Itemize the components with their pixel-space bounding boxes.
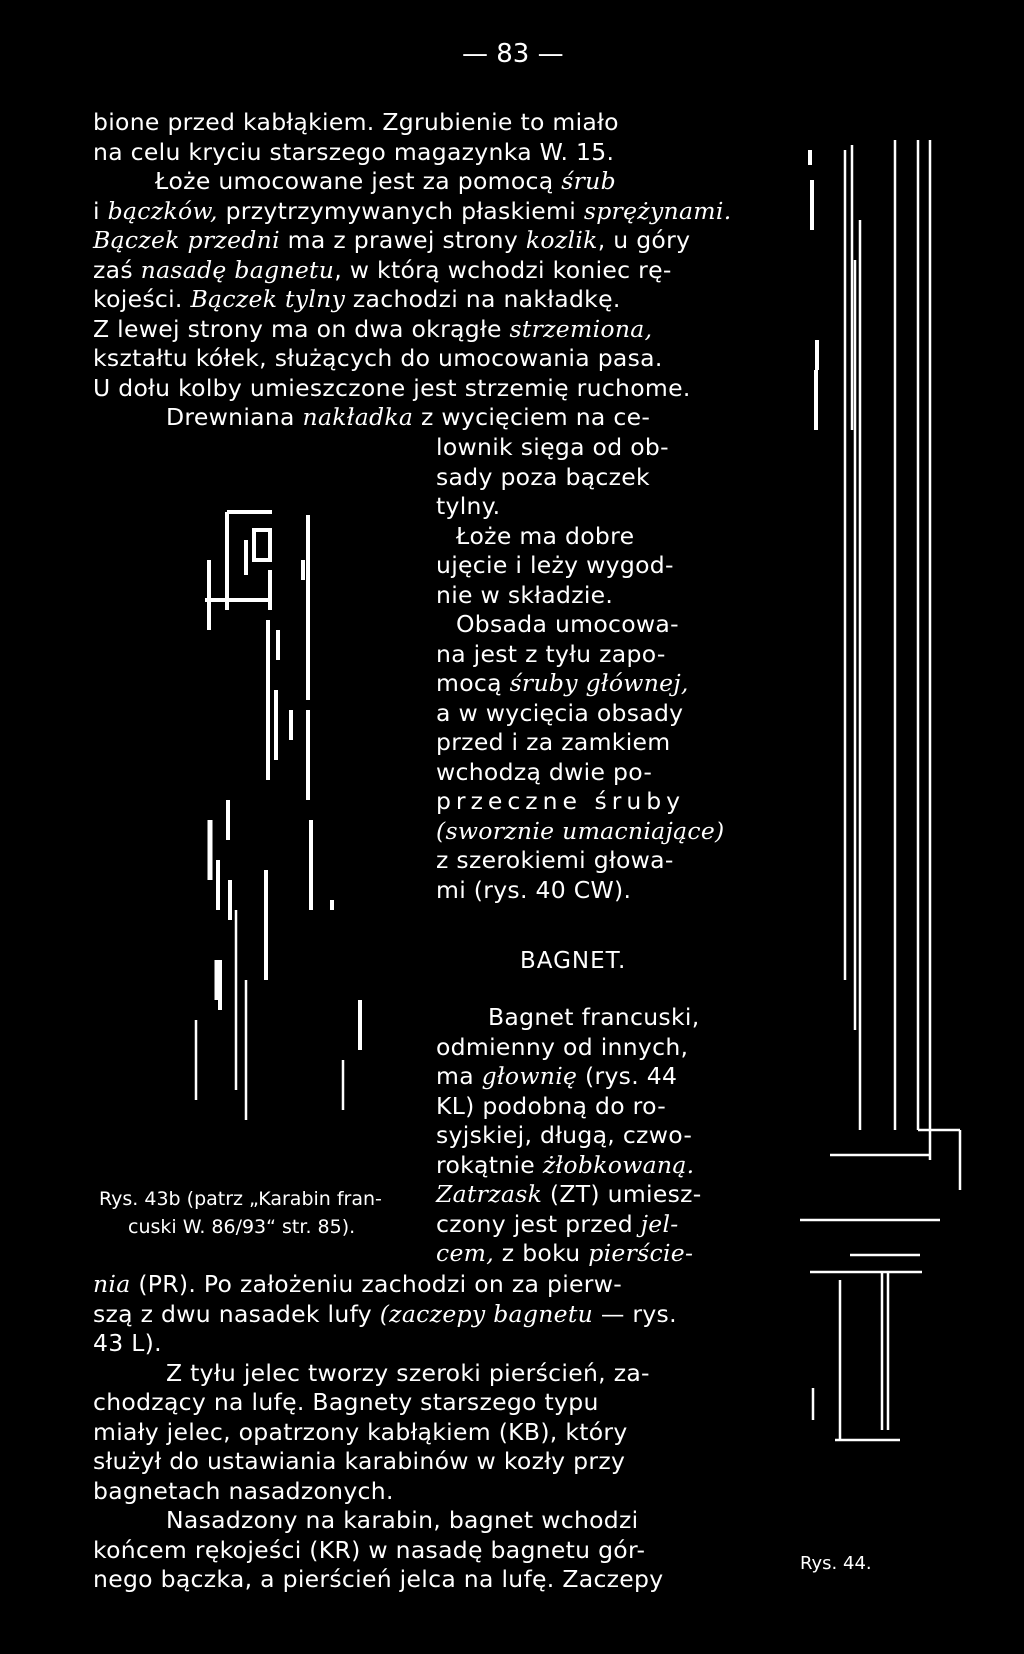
section-heading-bagnet: BAGNET. (520, 948, 627, 974)
p1-text-segment: bączków, (107, 196, 218, 225)
p4-line (93, 1418, 728, 1447)
p4-line (93, 1270, 728, 1299)
p4-text-segment: Z tyłu jelec tworzy szeroki pierścień, za- (166, 1358, 650, 1387)
p3-line (436, 1239, 733, 1268)
p2-text-segment: tylny. (436, 492, 501, 520)
p4-text-segment: (zaczepy bagnetu (379, 1299, 594, 1328)
p2-line (436, 669, 733, 698)
p4-text-segment: chodzący na lufę. Bagnety starszego typu (93, 1388, 599, 1416)
p4-text-segment: służył do ustawiania karabinów w kozły przy (93, 1447, 626, 1475)
p4-text-segment: miały jelec, opatrzony kabłąkiem (KB), który (93, 1417, 628, 1446)
p2-line (436, 728, 733, 757)
p1-text-segment: kozlik (525, 226, 598, 254)
p2-text-segment: ujęcie i leży wygod- (436, 551, 674, 579)
p1-text-segment: , u góry (597, 226, 691, 254)
p2-text-segment: sady poza bączek (436, 462, 650, 491)
p4-text-segment: Nasadzony na karabin, bagnet wchodzi (166, 1506, 639, 1534)
p3-line (436, 1151, 733, 1180)
p2-text-segment: Obsada umocowa- (456, 610, 679, 638)
p1-text-segment: sprężynami. (583, 196, 732, 225)
p4-line (93, 1329, 728, 1358)
p2-text-segment: lownik sięga od ob- (436, 433, 669, 461)
p3-text-segment: (ZT) umiesz- (542, 1180, 702, 1208)
p1-text-segment: ma z prawej strony (279, 226, 526, 254)
p2-text-segment: a w wycięcia obsady (436, 698, 684, 727)
p4-text-segment: nia (93, 1270, 131, 1298)
p4-text-segment: — rys. (593, 1299, 677, 1328)
p2-text-segment: (sworznie umacniające) (436, 816, 725, 845)
p1-text-segment: strzemiona, (509, 314, 653, 343)
p1-text-segment: Łoże umocowane jest za pomocą (155, 167, 562, 195)
p1-line (93, 285, 728, 314)
figure-43b-caption-line-1: Rys. 43b (patrz „Karabin fran- (99, 1188, 382, 1210)
p2-line (436, 640, 733, 669)
p4-text-segment: bagnetach nasadzonych. (93, 1476, 394, 1505)
p2-line (436, 817, 733, 846)
p4-text-segment: końcem rękojeści (KR) w nasadę bagnetu gór- (93, 1535, 646, 1564)
p4-text-segment: (PR). Po założeniu zachodzi on za pierw- (130, 1270, 623, 1298)
p3-text-segment: syjskiej, długą, czwo- (436, 1121, 693, 1149)
p2-text-segment: śruby (581, 787, 686, 815)
p2-text-segment: przeczne (436, 787, 582, 815)
p3-text-segment: rokątnie (436, 1150, 543, 1179)
p1-line (93, 138, 728, 167)
p3-line (436, 1062, 733, 1091)
p3-text-segment: żłobkowaną. (542, 1150, 695, 1179)
p2-text-segment: śruby głównej, (509, 669, 689, 697)
p1-text-segment: bione przed kabłąkiem. Zgrubienie to miało (93, 108, 619, 136)
p2-line (456, 610, 733, 639)
p1-line (93, 196, 732, 226)
p3-line (436, 1210, 733, 1239)
p1-text-segment: nakładka (302, 403, 414, 431)
p3-line (436, 1121, 733, 1150)
page-number: — 83 — (462, 39, 564, 69)
p3-text-segment: Bagnet francuski, (488, 1003, 700, 1031)
p1-text-segment: nasadę bagnetu (140, 255, 335, 284)
p3-line (436, 1033, 733, 1062)
p4-line (93, 1565, 728, 1594)
p3-text-segment: (rys. 44 (577, 1062, 678, 1090)
p3-text-segment: z boku (494, 1239, 589, 1267)
p1-text-segment: Bączek przedni (93, 226, 280, 254)
p2-line (456, 522, 733, 551)
p1-line (93, 226, 728, 255)
p2-line (436, 876, 733, 905)
figure-43b-rifle-stock-illustration (180, 500, 380, 1140)
p2-line (436, 463, 733, 492)
p3-text-segment: czony jest przed (436, 1209, 641, 1238)
p2-text-segment: mocą (436, 669, 510, 697)
p2-line (436, 787, 733, 816)
p3-text-segment: Zatrzask (436, 1180, 543, 1208)
p1-text-segment: U dołu kolby umieszczone jest strzemię ruchome. (93, 373, 691, 402)
p1-text-segment: zachodzi na nakładkę. (345, 285, 621, 313)
p3-text-segment: jel- (640, 1209, 679, 1238)
p2-text-segment: Łoże ma dobre (456, 521, 635, 550)
p3-text-segment: KL) podobną do ro- (436, 1091, 667, 1120)
p3-text-segment: cem, (436, 1239, 495, 1267)
p2-text-segment: nie w składzie. (436, 580, 614, 609)
p2-line (436, 758, 733, 787)
p1-line (93, 374, 728, 403)
p2-line (436, 699, 733, 728)
p1-text-segment: z wycięciem na ce- (413, 403, 651, 431)
p2-line (436, 433, 733, 462)
p4-text-segment: 43 L). (93, 1329, 162, 1357)
p1-text-segment: Z lewej strony ma on dwa okrągłe (93, 314, 510, 343)
p4-line (166, 1506, 728, 1535)
p4-text-segment: nego bączka, a pierścień jelca na lufę. Zaczepy (93, 1565, 664, 1593)
p3-text-segment: odmienny od innych, (436, 1032, 689, 1061)
p4-text-segment: szą z dwu nasadek lufy (93, 1299, 380, 1328)
figure-44-bayonet-illustration (800, 130, 1024, 1590)
p2-line (436, 492, 733, 521)
p3-line (436, 1092, 733, 1121)
p1-text-segment: śrub (561, 167, 616, 195)
p2-text-segment: mi (rys. 40 CW). (436, 875, 632, 904)
p3-text-segment: głownię (481, 1062, 578, 1090)
p2-line (436, 581, 733, 610)
p4-line (93, 1447, 728, 1476)
p2-text-segment: na jest z tyłu zapo- (436, 639, 666, 668)
p1-text-segment: przytrzymywanych płaskiemi (217, 196, 584, 225)
p3-text-segment: pierście- (588, 1239, 694, 1267)
p4-line (93, 1300, 728, 1329)
p1-line (155, 167, 728, 196)
p2-line (436, 846, 733, 875)
p4-line (93, 1477, 728, 1506)
p3-line (488, 1003, 733, 1032)
p1-line (93, 256, 728, 285)
p4-line (166, 1359, 728, 1388)
p1-line (93, 108, 728, 137)
p2-line (436, 551, 733, 580)
p2-text-segment: wchodzą dwie po- (436, 757, 653, 786)
p1-line (166, 403, 728, 432)
p1-line (93, 315, 728, 344)
p1-text-segment: zaś (93, 255, 141, 284)
p1-text-segment: kształtu kółek, służących do umocowania pasa. (93, 344, 663, 372)
p2-text-segment: przed i za zamkiem (436, 728, 671, 756)
p1-text-segment: Drewniana (166, 403, 303, 431)
p1-text-segment: na celu kryciu starszego magazynka W. 15. (93, 137, 615, 166)
p1-text-segment: , w którą wchodzi koniec rę- (334, 255, 672, 284)
figure-44-caption: Rys. 44. (800, 1553, 872, 1574)
p1-text-segment: Bączek tylny (190, 285, 346, 313)
p3-line (436, 1180, 733, 1209)
figure-43b-caption-line-2: cuski W. 86/93“ str. 85). (128, 1216, 356, 1238)
p2-text-segment: z szerokiemi głowa- (436, 846, 674, 874)
p1-line (93, 344, 728, 373)
p4-line (93, 1388, 728, 1417)
p1-text-segment: kojeści. (93, 285, 191, 313)
p3-text-segment: ma (436, 1062, 482, 1090)
p4-line (93, 1536, 728, 1565)
p1-text-segment: i (93, 196, 108, 225)
